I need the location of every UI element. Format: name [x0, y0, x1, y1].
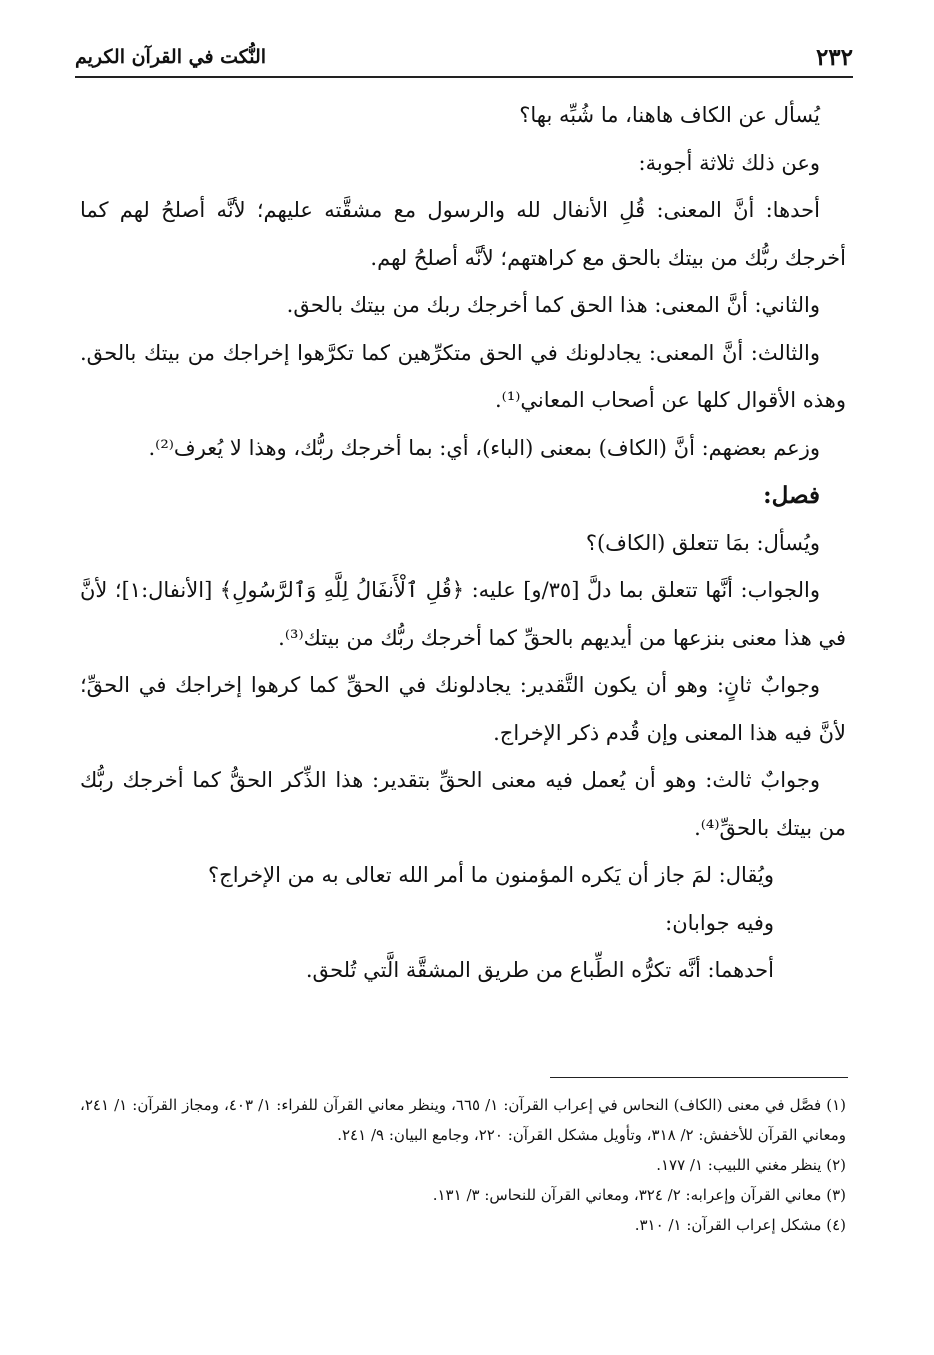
paragraph: والثاني: أنَّ المعنى: هذا الحق كما أخرجك ربك من بيتك بالحق.	[286, 293, 820, 317]
paragraph: والثالث: أنَّ المعنى: يجادلونك في الحق متكرِّهين كما تكرَّهوا إخراجك من بيتك بالحق. وهذه الأقوال كلها عن أصحاب المعاني⁽¹⁾.	[80, 340, 846, 412]
paragraph: وفيه جوابان:	[665, 910, 774, 935]
paragraph: والجواب: أنَّها تتعلق بما دلَّ [٣٥/و] عليه: ﴿قُلِ ٱلْأَنفَالُ لِلَّهِ وَٱلرَّسُولِ﴾ [الأنفال:١]؛ لأنَّ في هذا معنى بنزعها من أيديهم بالحقِّ كما أخرجك ربُّك من بيتك⁽³⁾.	[80, 578, 846, 650]
footnote-separator	[550, 1077, 848, 1078]
paragraph: وجوابٌ ثالث: وهو أن يُعمل فيه معنى الحقِّ بتقدير: هذا الذِّكر الحقُّ كما أخرجك ربُّك من بيتك بالحقِّ⁽⁴⁾.	[80, 768, 846, 840]
paragraph: أحدهما: أنَّه تكرُّه الطِّباع من طريق المشقَّة الَّتي تُلحق.	[305, 958, 774, 982]
footnotes	[80, 1090, 846, 1240]
footnote: (٣) معاني القرآن وإعرابه: ٢/ ٣٢٤، ومعاني القرآن للنحاس: ٣/ ١٣١.	[432, 1186, 846, 1204]
page-header	[75, 40, 853, 78]
paragraph: يُسأل عن الكاف هاهنا، ما شُبِّه بها؟	[519, 103, 820, 127]
running-title: النُّكت في القرآن الكريم	[75, 46, 267, 68]
footnote: (١) فصَّل في معنى (الكاف) النحاس في إعراب القرآن: ١/ ٦٦٥، وينظر معاني القرآن للفراء: ١/ ٤٠٣، ومجاز القرآن: ١/ ٢٤١، ومعاني القرآن للأخفش: ٢/ ٣١٨، وتأويل مشكل القرآن: ٢٢٠، وجامع البيان: ٩/ ٢٤١.	[80, 1096, 846, 1144]
paragraph: وزعم بعضهم: أنَّ (الكاف) بمعنى (الباء)، أي: بما أخرجك ربُّك، وهذا لا يُعرف⁽²⁾.	[148, 435, 820, 460]
main-text	[80, 92, 846, 995]
page-number: ٢٣٢	[815, 44, 853, 71]
footnote: (٤) مشكل إعراب القرآن: ١/ ٣١٠.	[634, 1216, 846, 1234]
paragraph: وعن ذلك ثلاثة أجوبة:	[638, 150, 820, 175]
section-heading: فصل:	[763, 482, 820, 509]
paragraph: وجوابٌ ثانٍ: وهو أن يكون التَّقدير: يجادلونك في الحقِّ كما كرهوا إخراجك في الحقِّ؛ لأنَّ فيه هذا المعنى وإن قُدم ذكر الإخراج.	[80, 673, 846, 745]
paragraph: ويُقال: لمَ جاز أن يَكره المؤمنون ما أمر الله تعالى به من الإخراج؟	[208, 863, 774, 887]
paragraph: ويُسأل: بمَا تتعلق (الكاف)؟	[585, 530, 820, 555]
footnote: (٢) ينظر مغني اللبيب: ١/ ١٧٧.	[656, 1156, 846, 1174]
paragraph: أحدها: أنَّ المعنى: قُلِ الأنفال لله والرسول مع مشقَّته عليهم؛ لأنَّه أصلحُ لهم كما أخرجك ربُّك من بيتك بالحق مع كراهتهم؛ لأنَّه أصلحُ لهم.	[80, 198, 846, 270]
